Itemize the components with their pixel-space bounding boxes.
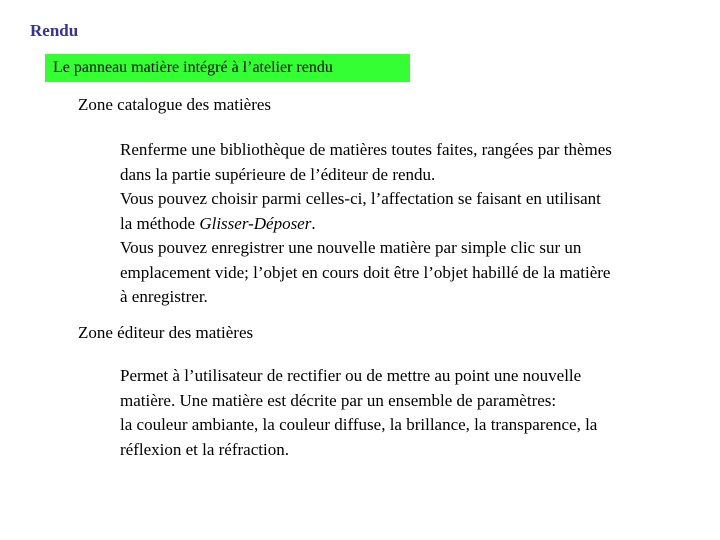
text-line	[120, 212, 710, 237]
emphasized-method: Glisser-Déposer	[199, 213, 312, 233]
text-line: emplacement vide; l’objet en cours doit être l’objet habillé de la matière	[120, 262, 611, 282]
text-line: dans la partie supérieure de l’éditeur de rendu.	[120, 164, 436, 184]
text-line: réflexion et la réfraction.	[120, 439, 289, 459]
highlighted-subtitle: Le panneau matière intégré à l’atelier rendu	[45, 54, 410, 82]
text-line: Vous pouvez choisir parmi celles-ci, l’affectation se faisant en utilisant	[120, 189, 601, 208]
text-segment: la méthode	[120, 213, 200, 233]
text-line: Renferme une bibliothèque de matières toutes faites, rangées par thèmes	[120, 140, 612, 159]
section-heading-catalogue: Zone catalogue des matières	[78, 95, 272, 114]
text-line: la couleur ambiante, la couleur diffuse, la brillance, la transparence, la	[120, 415, 598, 434]
catalogue-description	[120, 138, 710, 310]
text-segment: .	[311, 213, 316, 233]
section-heading-editor: Zone éditeur des matières	[78, 323, 254, 342]
text-line: Vous pouvez enregistrer une nouvelle matière par simple clic sur un	[120, 238, 582, 257]
text-line: à enregistrer.	[120, 287, 208, 306]
editor-description	[120, 364, 710, 462]
slide-title: Rendu	[30, 21, 79, 40]
text-line: Permet à l’utilisateur de rectifier ou de mettre au point une nouvelle	[120, 366, 582, 385]
text-line: matière. Une matière est décrite par un ensemble de paramètres:	[120, 390, 557, 410]
